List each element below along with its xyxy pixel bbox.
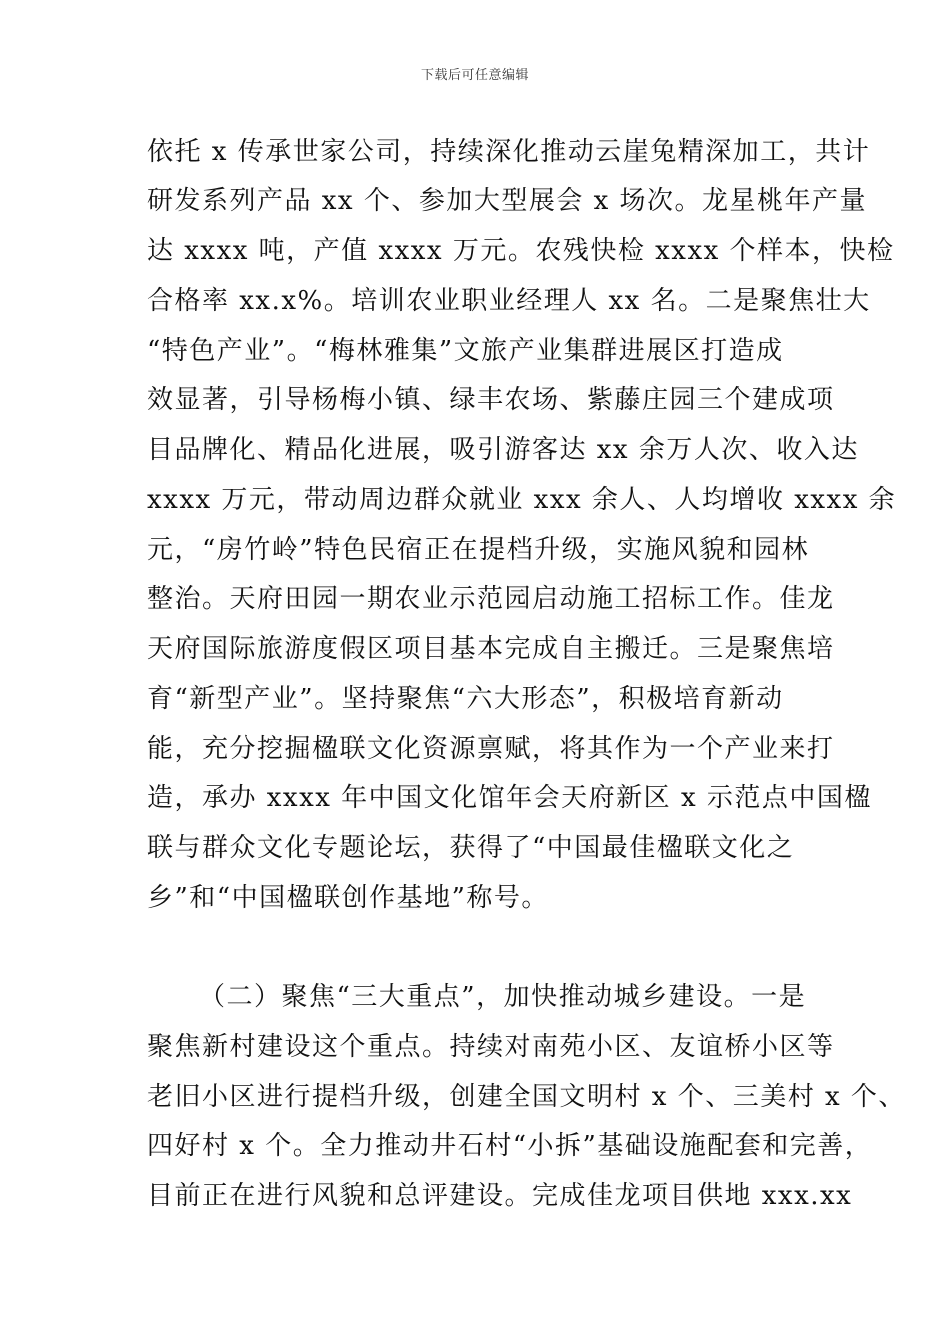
paragraph-line: 目前正在进行风貌和总评建设。完成佳龙项目供地 xxx.xx (147, 1181, 853, 1211)
paragraph-line: 效显著，引导杨梅小镇、绿丰农场、紫藤庄园三个建成项 (147, 385, 835, 415)
paragraph-line: 乡”和“中国楹联创作基地”称号。 (147, 883, 549, 913)
paragraph-line: 目品牌化、精品化进展，吸引游客达 xx 余万人次、收入达 (147, 435, 859, 465)
page-header: 下载后可任意编辑 (420, 68, 529, 83)
paragraph-line: “特色产业”。“梅林雅集”文旅产业集群进展区打造成 (147, 336, 784, 366)
paragraph-line: 元，“房竹岭”特色民宿正在提档升级，实施风貌和园林 (147, 535, 810, 565)
paragraph-line: 联与群众文化专题论坛，获得了“中国最佳楹联文化之 (147, 833, 795, 863)
paragraph-line: 造，承办 xxxx 年中国文化馆年会天府新区 x 示范点中国楹 (147, 783, 872, 813)
paragraph-line: xxxx 万元，带动周边群众就业 xxx 余人、人均增收 xxxx 余 (147, 485, 897, 515)
paragraph-line: 四好村 x 个。全力推动井石村“小拆”基础设施配套和完善， (147, 1131, 873, 1161)
paragraph-line: 合格率 xx.x%。培训农业职业经理人 xx 名。二是聚焦壮大 (147, 286, 871, 316)
paragraph-line: 整治。天府田园一期农业示范园启动施工招标工作。佳龙 (147, 584, 835, 614)
paragraph-line: （二）聚焦“三大重点”，加快推动城乡建设。一是 (199, 982, 807, 1012)
paragraph-line: 老旧小区进行提档升级，创建全国文明村 x 个、三美村 x 个、 (147, 1082, 906, 1112)
paragraph-line: 能，充分挖掘楹联文化资源禀赋，将其作为一个产业来打 (147, 734, 835, 764)
paragraph-line: 达 xxxx 吨，产值 xxxx 万元。农残快检 xxxx 个样本，快检 (147, 236, 895, 266)
paragraph-line: 聚焦新村建设这个重点。持续对南苑小区、友谊桥小区等 (147, 1032, 835, 1062)
paragraph-line: 天府国际旅游度假区项目基本完成自主搬迁。三是聚焦培 (147, 634, 835, 664)
paragraph-line: 依托 x 传承世家公司，持续深化推动云崖兔精深加工，共计 (147, 137, 871, 167)
paragraph-line: 育“新型产业”。坚持聚焦“六大形态”，积极培育新动 (147, 684, 784, 714)
paragraph-line: 研发系列产品 xx 个、参加大型展会 x 场次。龙星桃年产量 (147, 186, 868, 216)
